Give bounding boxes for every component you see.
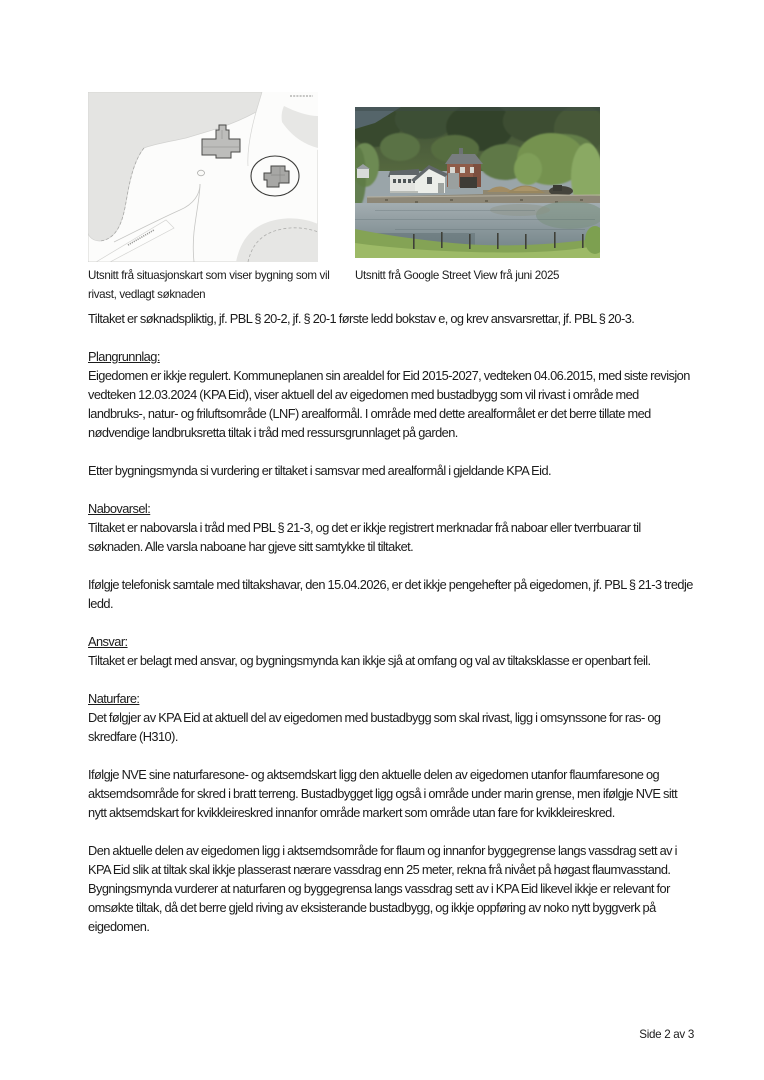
section-ansvar <box>88 632 694 670</box>
situation-map-figure <box>88 92 318 262</box>
street-view-image <box>355 107 600 258</box>
paragraph-intro: Tiltaket er søknadspliktig, jf. PBL § 20-2, jf. § 20-1 første ledd bokstav e, og krev ansvarsrettar, jf. PBL § 20-3. <box>88 311 635 326</box>
paragraph: Eigedomen er ikkje regulert. Kommuneplanen sin arealdel for Eid 2015-2027, vedteken 04.06.2015, med siste revisjon vedteken 12.03.2024 (KPA Eid), viser aktuell del av eigedomen med bustadbygg som vil rivast i område med landbruks-, natur- og friluftsområde (LNF) arealformål. I område med dette arealformålet er det berre tillate med nødvendige landbruksretta tiltak i tråd med ressursgrunnlaget på garden. <box>88 368 690 440</box>
paragraph: Tiltaket er belagt med ansvar, og bygningsmynda kan ikkje sjå at omfang og val av tiltaksklasse er openbart feil. <box>88 653 651 668</box>
section-heading: Nabovarsel: <box>88 501 151 516</box>
map-marker <box>198 170 205 176</box>
paragraph: Ifølgje NVE sine naturfaresone- og aktsemdskart ligg den aktuelle delen av eigedomen utanfor flaumfaresone og aktsemdsområde for skred i bratt terreng. Bustadbygget ligg også i område under marin grense, men ifølgje NVE sitt nytt aktsemdskart for kvikkleireskred innanfor område markert som område utan fare for kvikkleireskred. <box>88 767 678 820</box>
document-body <box>88 309 694 955</box>
paragraph: Tiltaket er nabovarsla i tråd med PBL § 21-3, og det er ikkje registrert merknadar frå naboar eller tverrbuarar til søknaden. Alle varsla naboane har gjeve sitt samtykke til tiltaket. <box>88 520 641 554</box>
situation-map-caption: Utsnitt frå situasjonskart som viser bygning som vil rivast, vedlagt søknaden <box>88 269 330 301</box>
section-naturfare <box>88 689 694 936</box>
page-number: Side 2 av 3 <box>639 1028 694 1041</box>
situation-map-image <box>88 92 318 262</box>
section-nabovarsel <box>88 499 694 613</box>
paragraph: Det følgjer av KPA Eid at aktuell del av eigedomen med bustadbygg som skal rivast, ligg i omsynssone for ras- og skredfare (H310). <box>88 710 661 744</box>
section-heading: Naturfare: <box>88 691 140 706</box>
street-view-figure <box>355 107 600 258</box>
section-heading: Plangrunnlag: <box>88 349 160 364</box>
paragraph: Ifølgje telefonisk samtale med tiltakshavar, den 15.04.2026, er det ikkje pengehefter på eigedomen, jf. PBL § 21-3 tredje ledd. <box>88 577 693 611</box>
street-view-caption: Utsnitt frå Google Street View frå juni 2025 <box>355 269 560 282</box>
section-heading: Ansvar: <box>88 634 128 649</box>
paragraph: Den aktuelle delen av eigedomen ligg i aktsemdsområde for flaum og innanfor byggegrense langs vassdrag sett av i KPA Eid slik at tiltak skal ikkje plasserast nærare vassdrag enn 25 meter, rekna frå nivået på høgast flaumvasstand. Bygningsmynda vurderer at naturfaren og byggegrensa langs vassdrag sett av i KPA Eid likevel ikkje er relevant for omsøkte tiltak, då det berre gjeld riving av eksisterande bustadbygg, og ikkje oppføring av noko nytt byggverk på eigedomen. <box>88 843 677 934</box>
paragraph: Etter bygningsmynda si vurdering er tiltaket i samsvar med arealformål i gjeldande KPA Eid. <box>88 463 552 478</box>
section-plangrunnlag <box>88 347 694 480</box>
